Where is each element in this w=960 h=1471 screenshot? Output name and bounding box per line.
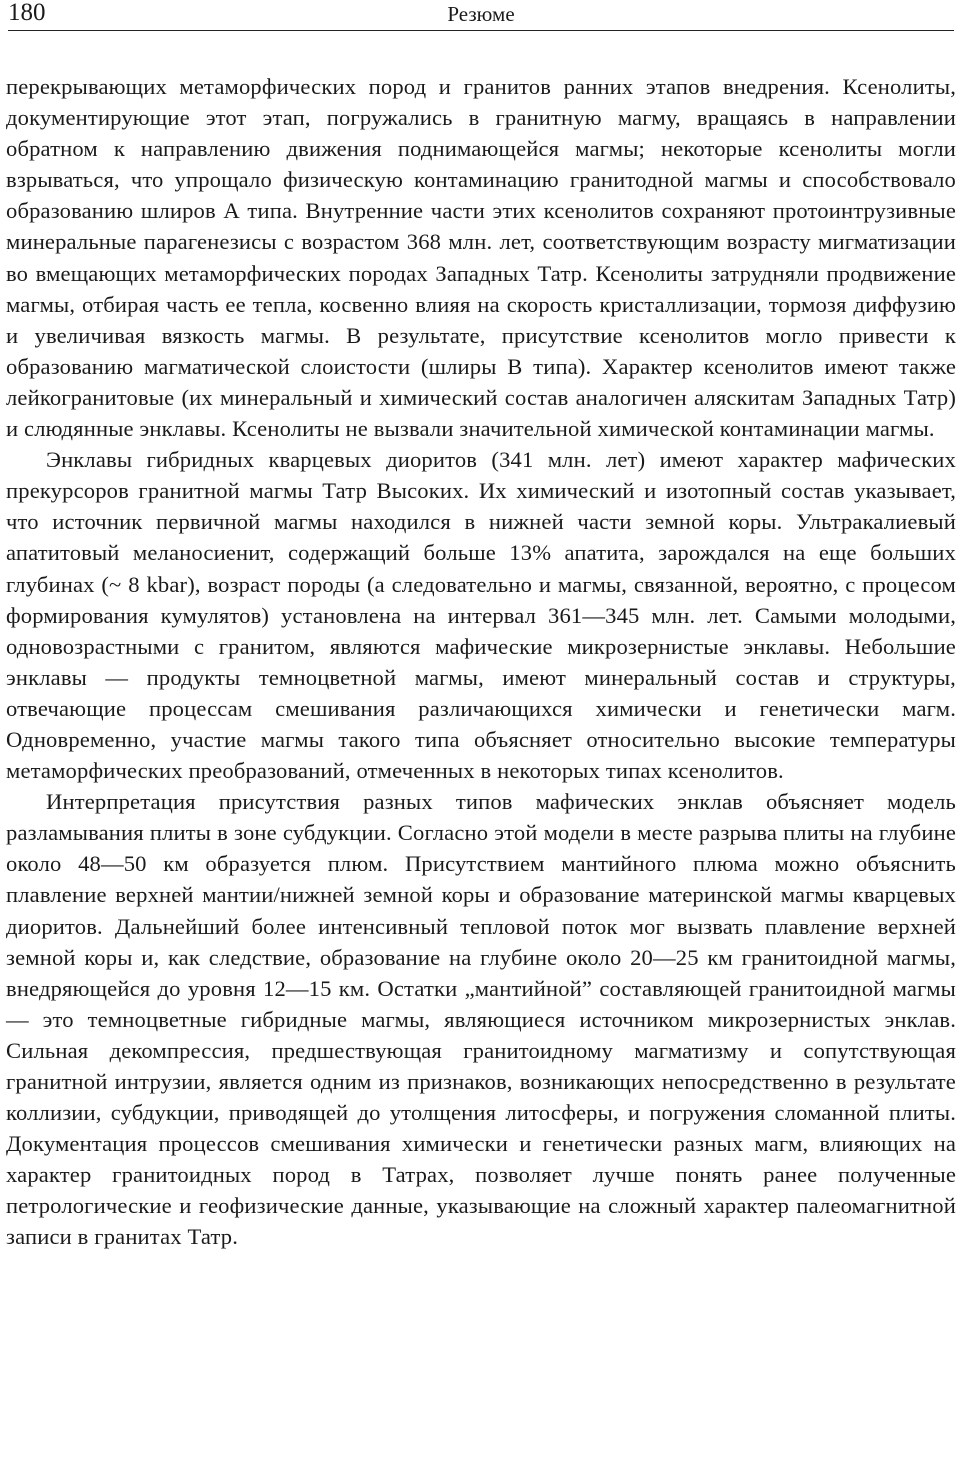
paragraph-enclaves: Энклавы гибридных кварцевых диоритов (341 млн. лет) имеют характер мафических прекурсоров гранитной магмы Татр Высоких. Их химический и изотопный состав указывает, что источник первичной магмы находился в нижней части земной коры. Ультракалиевый апатитовый меланосиенит, содержащий больше 13% апатита, зарождался на еще больших глубинах (~ 8 kbar), возраст породы (а следовательно и магмы, связанной, вероятно, с процесом формирования кумулятов) установлена на интервал 361—345 млн. лет. Самыми молодыми, одновозрастными с гранитом, являются мафические микрозернистые энклавы. Небольшие энклавы — продукты темноцветной магмы, имеют минеральный состав и структуры, отвечающие процессам смешивания различающихся химически и генетически магм. Одновременно, участие магмы такого типа объясняет относительно высокие температуры метаморфических преобразований, отмеченных в некоторых типах ксенолитов.: [6, 447, 956, 784]
running-title: Резюме: [447, 2, 515, 26]
body-text: [6, 71, 956, 1253]
page-header: [8, 0, 954, 31]
page-number: 180: [8, 0, 46, 26]
paragraph-interpretation: Интерпретация присутствия разных типов мафических энклав объясняет модель разламывания плиты в зоне субдукции. Согласно этой модели в месте разрыва плиты на глубине около 48—50 км образуется плюм. Присутствием мантийного плюма можно объяснить плавление верхней мантии/нижней земной коры и образование материнской магмы кварцевых диоритов. Дальнейший более интенсивный тепловой поток мог вызвать плавление верхней земной коры и, как следствие, образование на глубине около 20—25 км гранитоидной магмы, внедряющейся до уровня 12—15 км. Остатки „мантийной” составляющей гранитоидной магмы — это темноцветные гибридные магмы, являющиеся источником микрозернистых энклав. Сильная декомпрессия, предшествующая гранитоидному магматизму и сопутствующая гранитной интрузии, является одним из признаков, возникающих непосредственно в результате коллизии, субдукции, приводящей до утолщения литосферы, и погружения сломанной плиты. Документация процессов смешивания химически и генетически разных магм, влияющих на характер гранитоидных пород в Татрах, позволяет лучше понять ранее полученные петрологические и геофизические данные, указывающие на сложный характер палеомагнитной записи в гранитах Татр.: [6, 789, 956, 1250]
paragraph-continuation: перекрывающих метаморфических пород и гранитов ранних этапов внедрения. Ксенолиты, документирующие этот этап, погружались в гранитную магму, вращаясь в направлении обратном к направлению движения поднимающейся магмы; некоторые ксенолиты могли взрываться, что упрощало физическую контаминацию гранитодной магмы и способствовало образованию шлиров А типа. Внутренние части этих ксенолитов сохраняют протоинтрузивные минеральные парагенезисы с возрастом 368 млн. лет, соответствующим возрасту мигматизации во вмещающих метаморфических породах Западных Татр. Ксенолиты затрудняли продвижение магмы, отбирая часть ее тепла, косвенно влияя на скорость кристаллизации, тормозя диффузию и увеличивая вязкость магмы. В результате, присутствие ксенолитов могло привести к образованию магматической слоистости (шлиры В типа). Характер ксенолитов имеют также лейкогранитовые (их минеральный и химический состав аналогичен аляскитам Западных Татр) и слюдянные энклавы. Ксенолиты не вызвали значительной химической контаминации магмы.: [6, 74, 956, 442]
